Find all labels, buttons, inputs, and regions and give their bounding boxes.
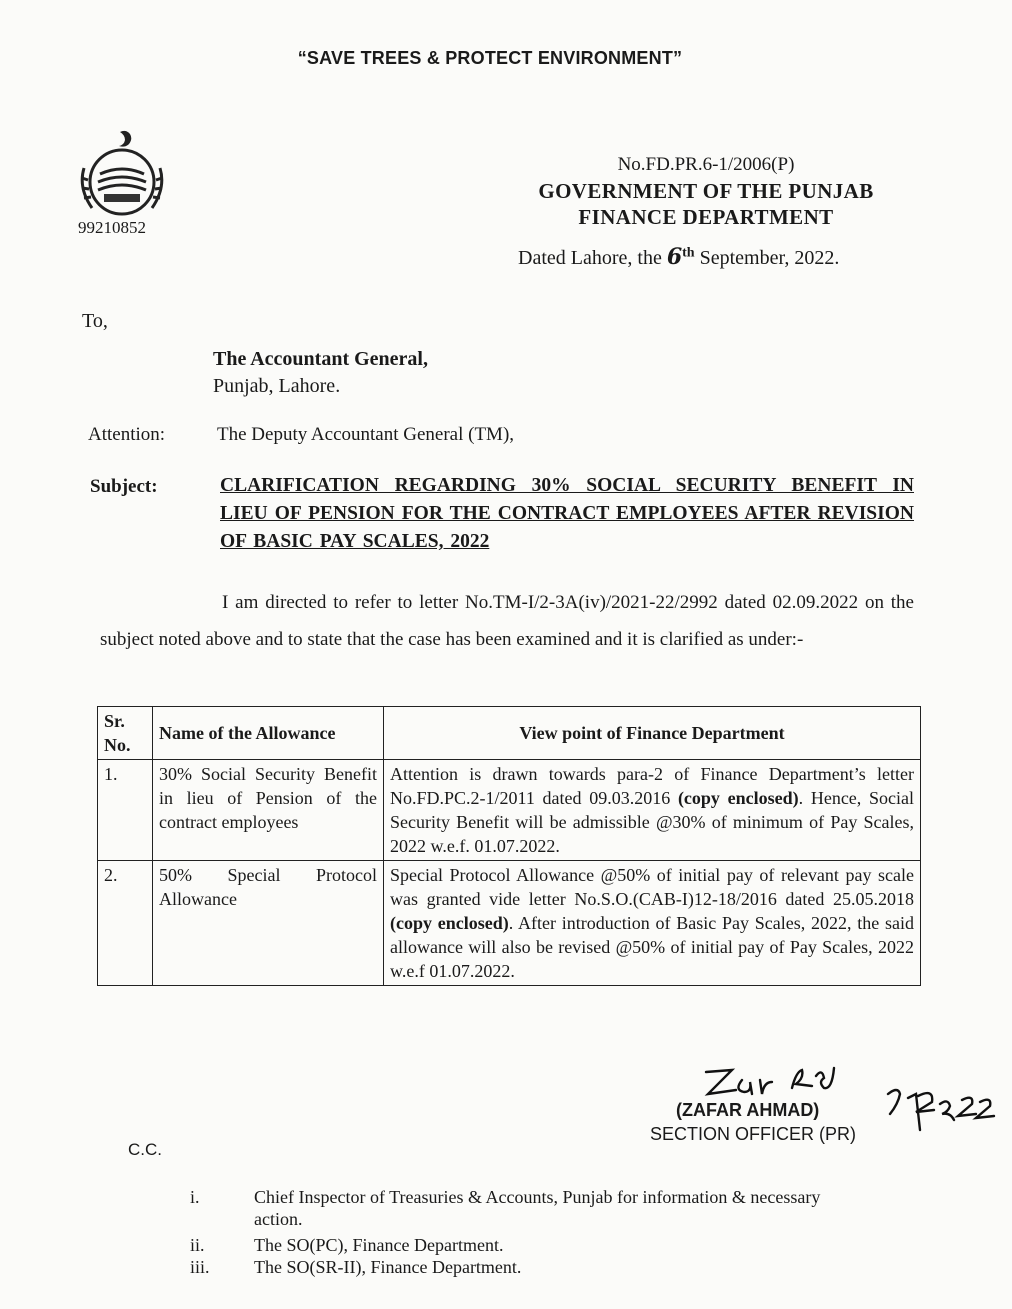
- row-sr: 2.: [98, 861, 153, 986]
- cc-item-number: ii.: [190, 1235, 205, 1255]
- view-text-a: Attention is drawn towards para-2 of Finance Department’s letter No.FD.PC.2-1/2011 dated 09.03.2016: [390, 764, 914, 808]
- addressee-line-1: The Accountant General,: [213, 348, 428, 370]
- row-view-point: [384, 760, 921, 861]
- body-paragraph: I am directed to refer to letter No.TM-I/2-3A(iv)/2021-22/2992 dated 02.09.2022 on the subject noted above and to state that the case has been examined and it is clarified as under:-: [100, 592, 914, 650]
- row-allowance-name: 50% Special Protocol Allowance: [153, 861, 384, 986]
- table-row: [98, 760, 921, 861]
- government-name: GOVERNMENT OF THE PUNJAB: [538, 179, 874, 203]
- row-allowance-name: 30% Social Security Benefit in lieu of Pension of the contract employees: [153, 760, 384, 861]
- date-line: [518, 244, 839, 270]
- date-day: 6: [666, 244, 683, 270]
- view-text-bold: (copy enclosed): [390, 913, 509, 933]
- cc-item-text: The SO(SR-II), Finance Department.: [254, 1257, 522, 1277]
- date-suffix: th: [682, 245, 695, 261]
- subject-label: Subject:: [90, 476, 158, 497]
- addressee: [213, 346, 428, 400]
- list-item: [186, 1256, 866, 1278]
- signatory-title: SECTION OFFICER (PR): [650, 1124, 856, 1144]
- cc-item-number: iii.: [190, 1257, 210, 1277]
- row-view-point: [384, 861, 921, 986]
- attention-label: Attention:: [88, 424, 166, 445]
- date-prefix: Dated Lahore, the: [518, 247, 662, 269]
- view-text-c: . After introduction of Basic Pay Scales, 2022, the said allowance will also be revised @50% of initial pay of Pay Scales, 2022 w.e.f 01.07.2022.: [390, 913, 914, 981]
- phone-number: 99210852: [78, 218, 146, 237]
- attention-value: The Deputy Accountant General (TM),: [217, 424, 515, 445]
- reference-number: No.FD.PR.6-1/2006(P): [617, 154, 795, 175]
- list-item: [186, 1234, 866, 1256]
- header-view-point: View point of Finance Department: [384, 707, 921, 760]
- subject-text: CLARIFICATION REGARDING 30% SOCIAL SECURITY BENEFIT IN LIEU OF PENSION FOR THE CONTRACT EMPLOYEES AFTER REVISION OF BASIC PAY SCALES, 2022: [220, 475, 914, 552]
- date-rest: September, 2022.: [699, 247, 840, 269]
- punjab-emblem-icon: [74, 128, 170, 224]
- table-row: [98, 861, 921, 986]
- list-item: [186, 1186, 866, 1230]
- addressee-line-2: Punjab, Lahore.: [213, 375, 341, 397]
- row-sr: 1.: [98, 760, 153, 861]
- header-allowance-name: Name of the Allowance: [153, 707, 384, 760]
- view-text-bold: (copy enclosed): [677, 788, 799, 808]
- cc-item-text: Chief Inspector of Treasuries & Accounts, Punjab for information & necessary action.: [254, 1187, 821, 1229]
- cc-item-number: i.: [190, 1187, 200, 1207]
- table-header-row: [98, 707, 921, 760]
- cc-item-text: The SO(PC), Finance Department.: [254, 1235, 504, 1255]
- allowance-table: [97, 706, 921, 986]
- slogan: “SAVE TREES & PROTECT ENVIRONMENT”: [297, 48, 683, 68]
- signatory-name: (ZAFAR AHMAD): [676, 1100, 820, 1120]
- letterhead: [500, 152, 912, 230]
- to-label: To,: [82, 310, 108, 332]
- view-text-c: . Hence, Social Security Benefit will be admissible @30% of minimum of Pay Scales, 2022 w.e.f. 01.07.2022.: [390, 788, 914, 856]
- view-text-a: Special Protocol Allowance @50% of initial pay of relevant pay scale was granted vide letter No.S.O.(CAB-I)12-18/2016 dated 25.05.2018: [390, 865, 914, 909]
- cc-list: [186, 1186, 866, 1278]
- cc-label: C.C.: [128, 1140, 162, 1159]
- department-name: FINANCE DEPARTMENT: [578, 205, 834, 229]
- header-sr-no: Sr. No.: [98, 707, 153, 760]
